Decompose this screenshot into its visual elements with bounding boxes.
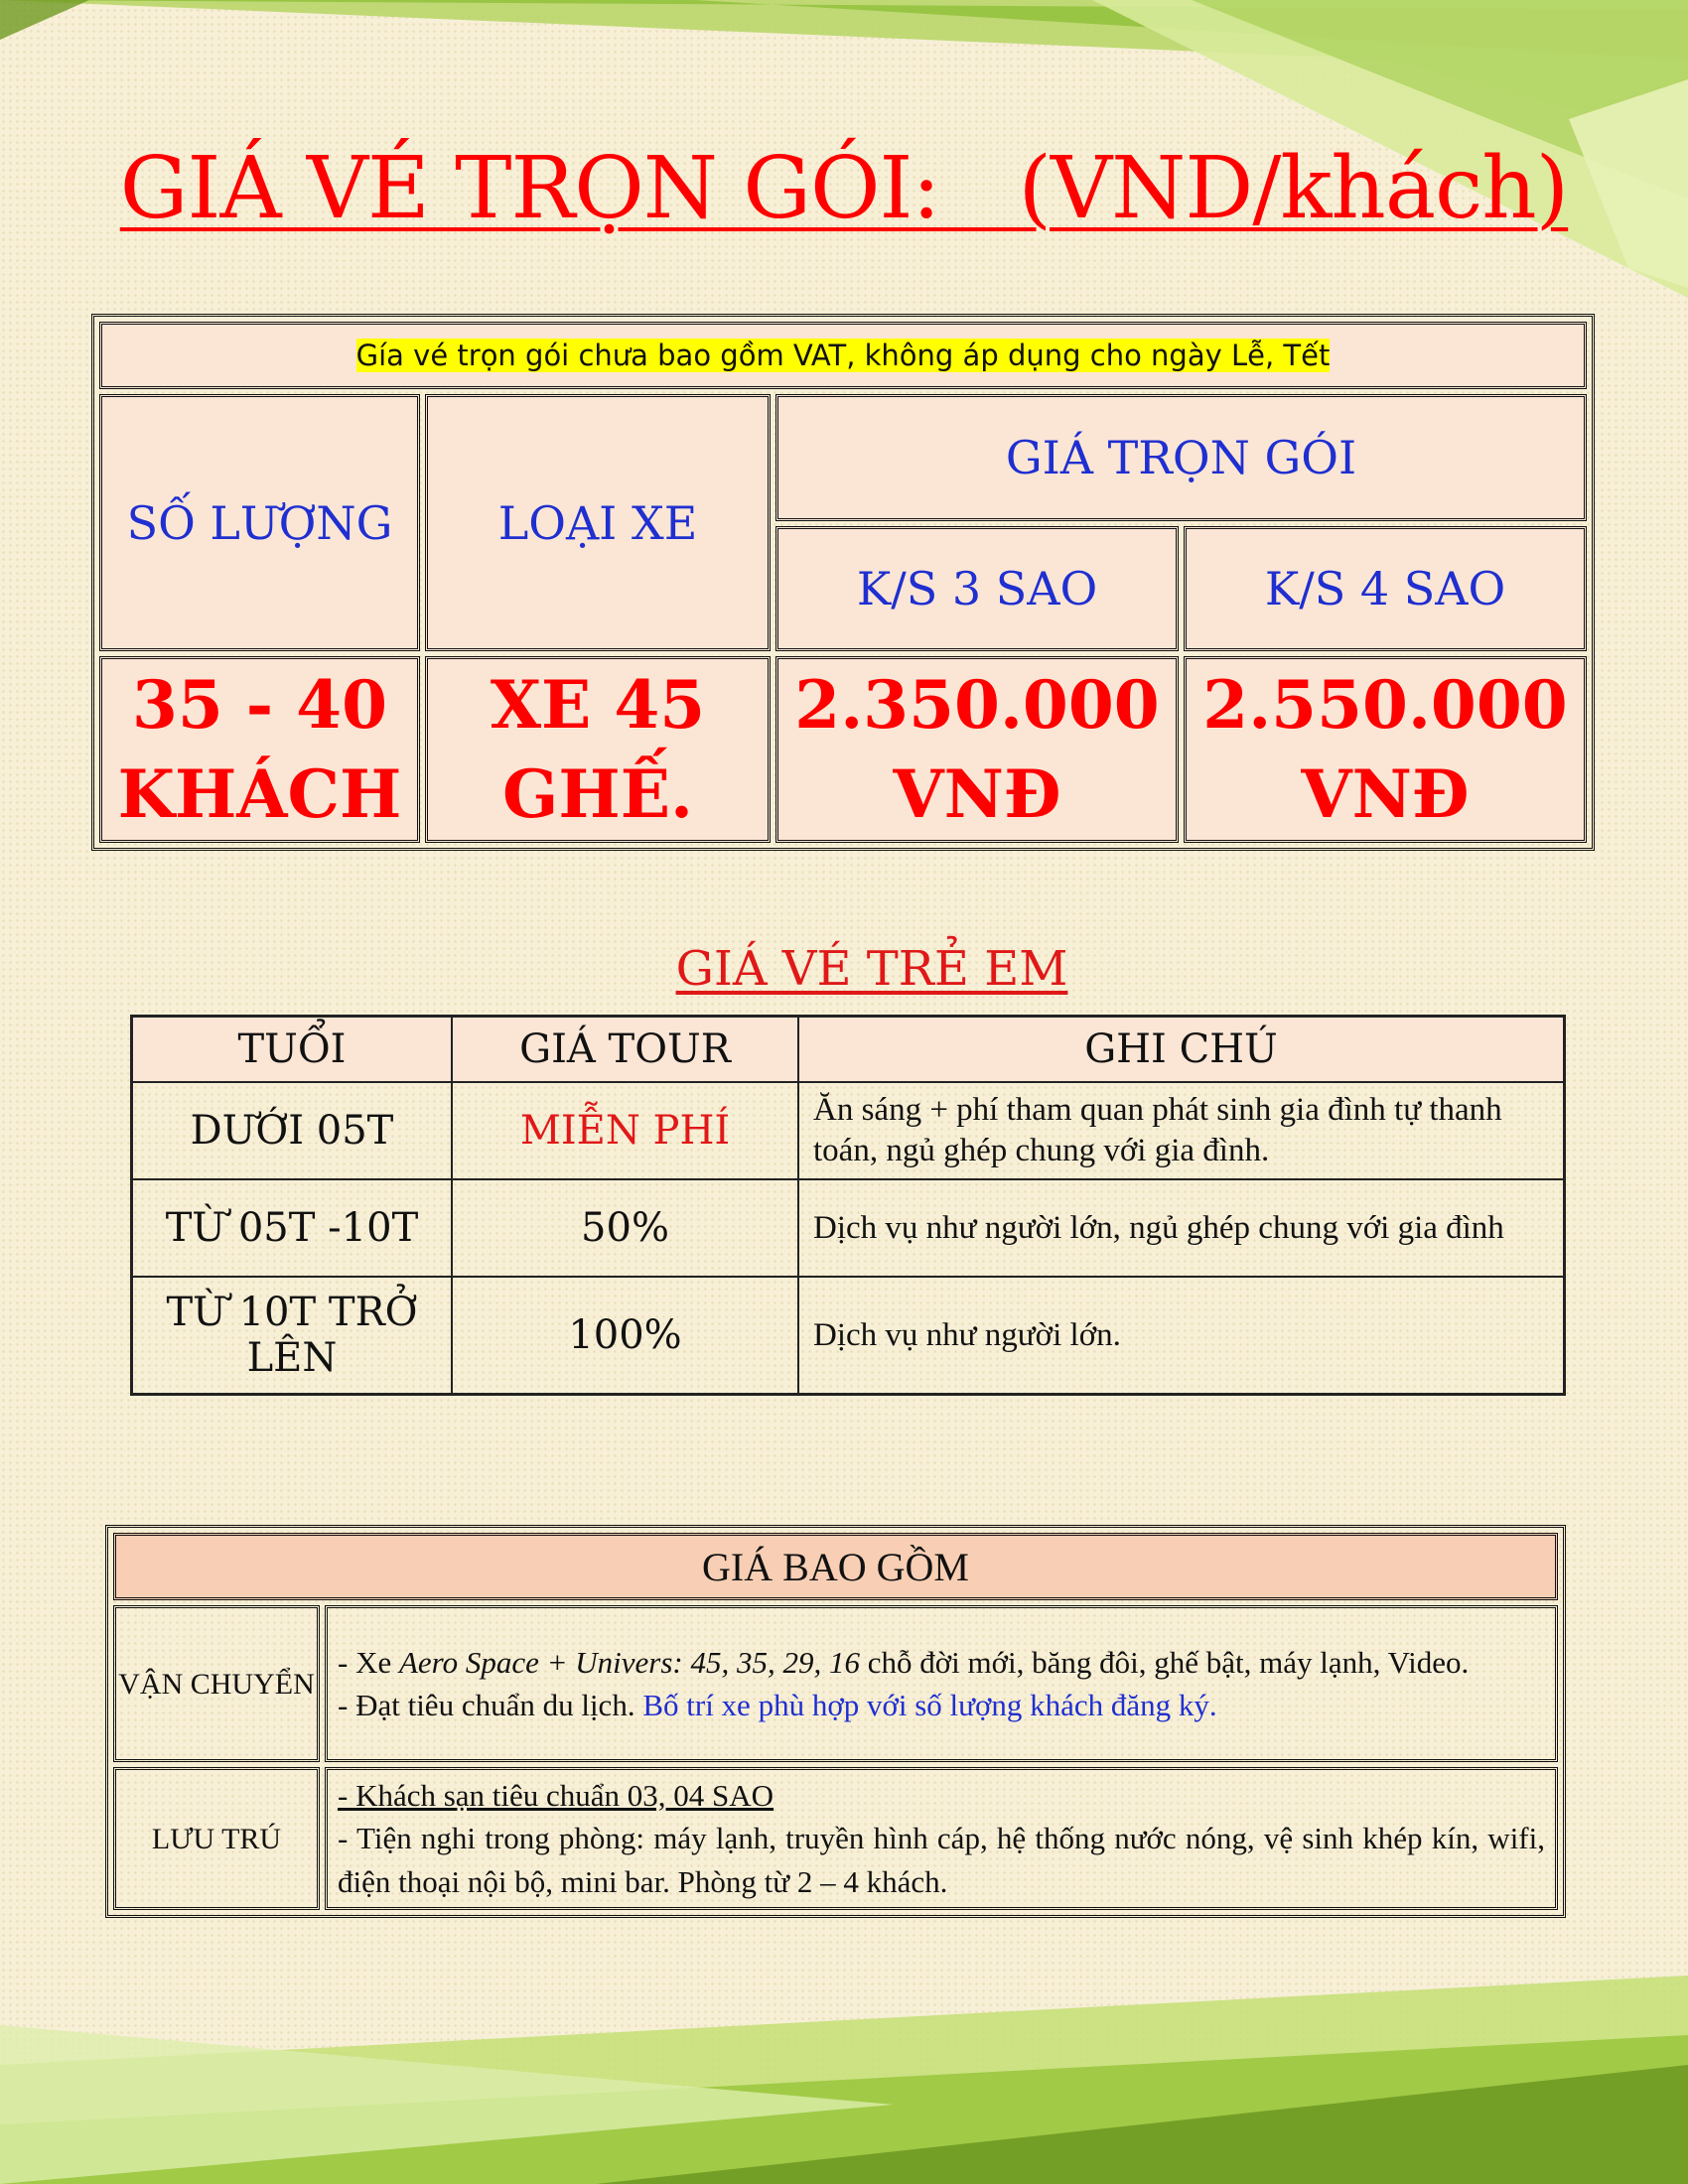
note-cell: Dịch vụ như người lớn, ngủ ghép chung với gia đình	[798, 1179, 1565, 1277]
price-4star: 2.550.000	[1202, 666, 1568, 744]
price-4star-unit: VNĐ	[1301, 755, 1470, 833]
stay-amenities: - Tiện nghi trong phòng: máy lạnh, truyền hình cáp, hệ thống nước nóng, vệ sinh khép kín, wifi, điện thoại nội bộ, mini bar. Phòng từ 2 – 4 khách.	[338, 1821, 1545, 1899]
vehicle-cell	[425, 656, 771, 843]
stay-hotel-standard: - Khách sạn tiêu chuẩn 03, 04 SAO	[338, 1778, 774, 1813]
header-notes: GHI CHÚ	[798, 1017, 1565, 1083]
price-includes-table	[105, 1525, 1566, 1918]
vehicle-seats: GHẾ.	[501, 755, 693, 833]
page-title: GIÁ VÉ TRỌN GÓI: (VND/khách)	[119, 139, 1569, 238]
children-section-title: GIÁ VÉ TRẺ EM	[675, 941, 1068, 997]
header-vehicle: LOẠI XE	[425, 394, 771, 651]
quantity-range: 35 - 40	[131, 666, 388, 744]
transport-arrangement: Bố trí xe phù hợp với số lượng khách đăng ký.	[642, 1688, 1217, 1722]
transport-prefix: - Xe	[338, 1644, 399, 1680]
vehicle-type: XE 45	[490, 666, 706, 744]
header-4star: K/S 4 SAO	[1184, 526, 1587, 651]
note-cell: Ăn sáng + phí tham quan phát sinh gia đình tự thanh toán, ngủ ghép chung với gia đình.	[798, 1082, 1565, 1179]
vat-note-cell	[99, 322, 1587, 389]
includes-title: GIÁ BAO GỒM	[113, 1533, 1558, 1600]
quantity-unit: KHÁCH	[117, 755, 402, 833]
table-row	[132, 1179, 1565, 1277]
transport-standard: - Đạt tiêu chuẩn du lịch.	[338, 1688, 643, 1722]
price-cell: 100%	[452, 1277, 798, 1394]
table-row	[132, 1082, 1565, 1179]
price-3star-cell	[775, 656, 1179, 843]
children-price-table	[130, 1015, 1566, 1396]
transport-label: VẬN CHUYỂN	[113, 1605, 320, 1762]
price-cell: MIỄN PHÍ	[452, 1082, 798, 1179]
header-quantity: SỐ LƯỢNG	[99, 394, 420, 651]
header-package-price: GIÁ TRỌN GÓI	[775, 394, 1587, 521]
header-age: TUỔI	[132, 1017, 453, 1083]
price-4star-cell	[1184, 656, 1587, 843]
price-3star-unit: VNĐ	[893, 755, 1061, 833]
transport-details	[325, 1605, 1558, 1762]
vat-note: Gía vé trọn gói chưa bao gồm VAT, không áp dụng cho ngày Lễ, Tết	[355, 338, 1331, 372]
price-cell: 50%	[452, 1179, 798, 1277]
header-3star: K/S 3 SAO	[775, 526, 1179, 651]
stay-details	[325, 1767, 1558, 1910]
age-cell: DƯỚI 05T	[132, 1082, 453, 1179]
stay-label: LƯU TRÚ	[113, 1767, 320, 1910]
note-cell: Dịch vụ như người lớn.	[798, 1277, 1565, 1394]
table-row	[132, 1277, 1565, 1394]
price-3star: 2.350.000	[794, 666, 1160, 744]
transport-models: Aero Space + Univers: 45, 35, 29, 16	[398, 1644, 861, 1680]
quantity-cell	[99, 656, 420, 843]
transport-features: chỗ đời mới, băng đôi, ghế bật, máy lạnh, Video.	[860, 1644, 1470, 1680]
package-price-table	[91, 314, 1595, 851]
header-tour-price: GIÁ TOUR	[452, 1017, 798, 1083]
age-cell: TỪ 05T -10T	[132, 1179, 453, 1277]
age-cell: TỪ 10T TRỞ LÊN	[132, 1277, 453, 1394]
